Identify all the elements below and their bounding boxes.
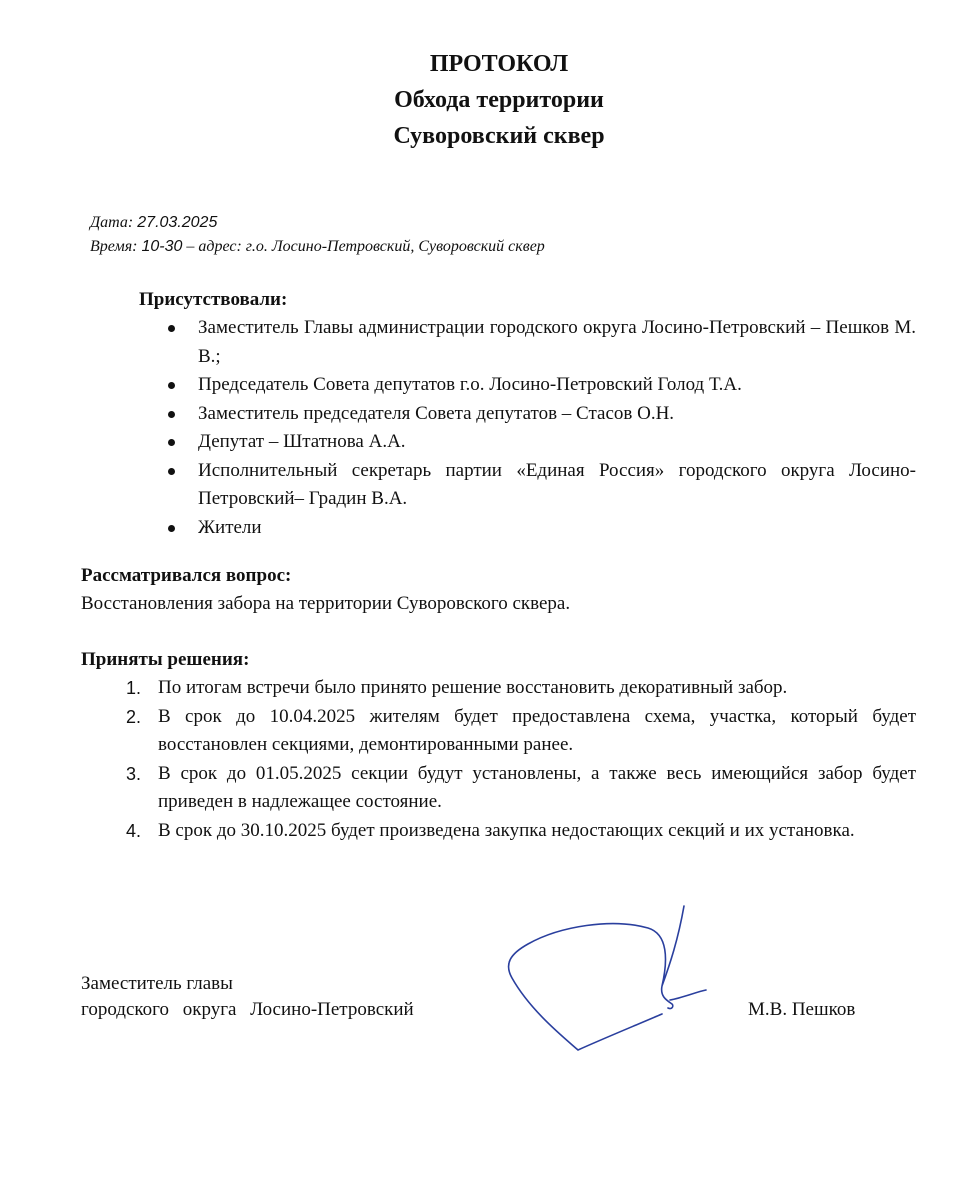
decision-number: 2. [126,706,142,727]
decision-list [120,674,916,845]
bullet-icon [168,382,175,389]
present-item-text: Жители [198,516,262,538]
address-text: – адрес: г.о. Лосино-Петровский, Суворовский сквер [186,238,545,255]
document-location-title: Суворовский сквер [393,123,605,149]
bullet-icon [168,325,175,332]
decision-text: В срок до 30.10.2025 будет произведена закупка недостающих секций и их установка. [158,819,855,841]
decision-text: По итогам встречи было принято решение восстановить декоративный забор. [158,677,788,698]
meta-time [90,236,545,258]
present-item-text: Председатель Совета депутатов г.о. Лосино-Петровский Голод Т.А. [198,374,742,395]
decision-text: В срок до 10.04.2025 жителям будет предоставлена схема, участка, который будет восстановлен секциями, демонтированными ранее. [158,705,916,755]
document-subtitle: Обхода территории [394,87,604,113]
decision-number: 4. [126,820,142,841]
present-item-text: Заместитель Главы администрации городского округа Лосино-Петровский – Пешков М. В.; [198,317,916,367]
meta-date [90,212,217,234]
bullet-icon [168,439,175,446]
present-item [164,457,916,514]
date-value: 27.03.2025 [137,214,218,231]
decision-number: 3. [126,763,142,784]
present-list [164,314,916,542]
present-item [164,400,916,429]
present-item [164,514,916,543]
decision-item [120,703,916,760]
date-label: Дата: [90,214,134,231]
present-item [164,428,916,457]
signature-stroke [509,906,706,1050]
decision-item [120,760,916,817]
handwritten-signature [500,900,720,1060]
present-item [164,371,916,400]
signer-name: М.В. Пешков [748,999,856,1020]
time-value: 10-30 [141,238,183,255]
present-item-text: Заместитель председателя Совета депутатов – Стасов О.Н. [198,402,675,424]
decision-item [120,674,916,703]
document-title: ПРОТОКОЛ [429,51,569,77]
question-heading: Рассматривался вопрос: [81,565,292,586]
bullet-icon [168,525,175,532]
document-title-block [0,46,974,154]
present-item-text: Депутат – Штатнова А.А. [198,431,406,452]
bullet-icon [168,468,175,475]
present-heading: Присутствовали: [139,289,288,310]
present-item [164,314,916,371]
decisions-heading: Приняты решения: [81,649,250,670]
decision-text: В срок до 01.05.2025 секции будут установлены, а также весь имеющийся забор будет приведен в надлежащее состояние. [158,762,916,812]
signer-role: Заместитель главы [81,973,233,994]
question-text: Восстановления забора на территории Суворовского сквера. [81,593,571,614]
decision-number: 1. [126,678,142,698]
time-label: Время: [90,238,138,255]
bullet-icon [168,411,175,418]
signer-organization: городского округа Лосино-Петровский [81,999,414,1020]
decision-item [120,817,916,846]
present-item-text: Исполнительный секретарь партии «Единая Россия» городского округа Лосино-Петровский– Градин В.А. [198,459,916,509]
